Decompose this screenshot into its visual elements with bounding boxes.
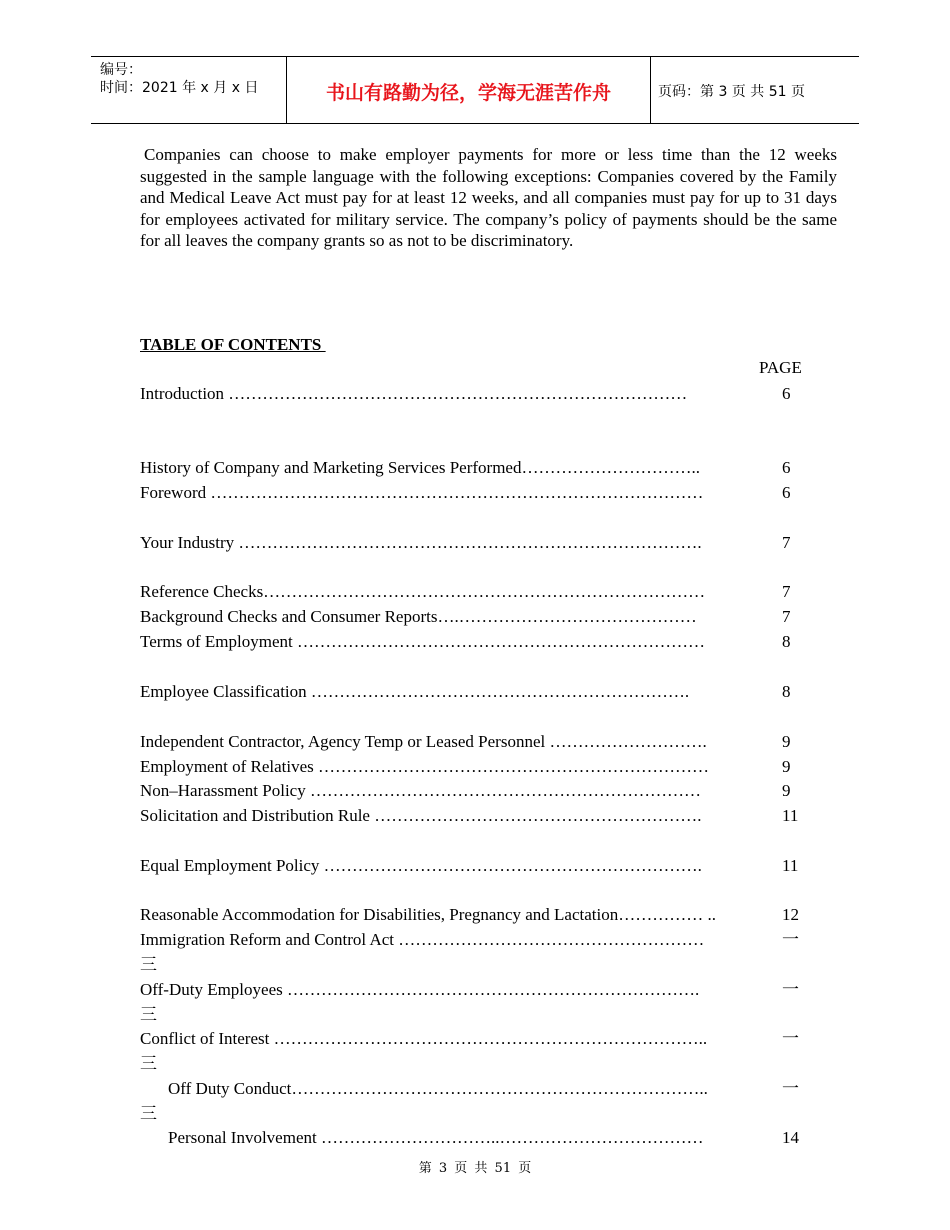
toc-entry-label: Foreword ……………………………………………………………………………	[140, 483, 704, 502]
toc-entry	[140, 1127, 810, 1149]
toc-entry	[140, 383, 810, 405]
toc-entry	[140, 681, 810, 703]
header-meta-cell	[91, 57, 286, 123]
toc-entry-page: 一	[782, 930, 799, 949]
toc-entry-wrap: 三	[140, 1005, 157, 1024]
header-page-info: 页码：第 3 页 共 51 页	[658, 84, 805, 100]
toc-entry-label: Reasonable Accommodation for Disabilities, Pregnancy and Lactation…………… ..	[140, 905, 716, 924]
toc-entry-page: 9	[782, 781, 791, 800]
code-label: 编号：	[100, 62, 142, 78]
toc-entry-label: Personal Involvement …………………………..………………………………	[168, 1128, 704, 1147]
toc-entry-wrap: 三	[140, 1054, 157, 1073]
toc-entry-page: 一	[782, 1029, 799, 1048]
toc-entry-page: 一	[782, 980, 799, 999]
toc-entry-page: 11	[782, 856, 799, 875]
toc-entry-page: 12	[782, 905, 799, 924]
toc-entry	[140, 855, 810, 877]
toc-entry	[140, 532, 810, 554]
toc-entry-page: 6	[782, 458, 791, 477]
toc-entry	[140, 581, 810, 603]
toc-entry-page: 9	[782, 732, 791, 751]
time-label: 时间：2021 年 x 月 x 日	[100, 80, 259, 96]
toc-entry-label: History of Company and Marketing Services Performed…………………………..	[140, 458, 700, 477]
toc-entry	[140, 979, 810, 1001]
toc-entry-label: Background Checks and Consumer Reports….……………………………………	[140, 607, 697, 626]
header-motto-cell	[286, 57, 651, 123]
toc-entry	[140, 1078, 810, 1100]
toc-entry-page: 14	[782, 1128, 799, 1147]
toc-entry-label: Introduction ………………………………………………………………………	[140, 384, 688, 403]
toc-page-column-header: PAGE	[759, 358, 802, 377]
toc-entry-label: Equal Employment Policy ………………………………………………………….	[140, 856, 702, 875]
toc-entry	[140, 780, 810, 802]
document-header	[91, 56, 859, 124]
toc-entry-page: 7	[782, 582, 791, 601]
header-motto: 书山有路勤为径，学海无涯苦作舟	[325, 82, 611, 104]
toc-entry-page: 6	[782, 483, 791, 502]
header-page-cell	[649, 57, 859, 123]
toc-entry-label: Reference Checks……………………………………………………………………	[140, 582, 706, 601]
toc-entry-label: Independent Contractor, Agency Temp or Leased Personnel ……………………….	[140, 732, 707, 751]
toc-entry-page: 6	[782, 384, 791, 403]
toc-entry	[140, 1028, 810, 1050]
toc-entry-page: 9	[782, 757, 791, 776]
toc-entry-page: 7	[782, 607, 791, 626]
toc-entry	[140, 631, 810, 653]
toc-entry	[140, 731, 810, 753]
toc-entry-label: Off-Duty Employees ……………………………………………………………….	[140, 980, 700, 999]
toc-entry-label: Employment of Relatives ……………………………………………………………	[140, 757, 709, 776]
toc-entry-label: Non–Harassment Policy ……………………………………………………………	[140, 781, 701, 800]
toc-entry	[140, 904, 810, 926]
toc-entry-label: Off Duty Conduct………………………………………………………………..	[168, 1079, 708, 1098]
intro-paragraph: Companies can choose to make employer payments for more or less time than the 12 weeks suggested in the sample language with the following exceptions: Companies covered by the Family and Medical Leave Act must pay for at least 12 weeks, and all companies must pay for up to 31 days for employees activated for military service. The company’s policy of payments should be the same for all leaves the company grants so as not to be discriminatory.	[140, 145, 837, 251]
toc-entry-label: Employee Classification ………………………………………………………….	[140, 682, 690, 701]
toc-title: TABLE OF CONTENTS	[140, 335, 326, 354]
toc-entry	[140, 457, 810, 479]
toc-entry	[140, 756, 810, 778]
toc-entry-page: 7	[782, 533, 791, 552]
toc-entry-page: 8	[782, 632, 791, 651]
toc-entry-page: 11	[782, 806, 799, 825]
toc-entry-wrap: 三	[140, 955, 157, 974]
toc-entry-page: 8	[782, 682, 791, 701]
page-footer: 第 3 页 共 51 页	[418, 1161, 532, 1176]
toc-entry	[140, 482, 810, 504]
toc-entry	[140, 929, 810, 951]
toc-entry-label: Terms of Employment ………………………………………………………………	[140, 632, 705, 651]
toc-entry-label: Solicitation and Distribution Rule ………………………………………………….	[140, 806, 702, 825]
toc-entry-wrap: 三	[140, 1104, 157, 1123]
toc-entry-label: Your Industry ……………………………………………………………………….	[140, 533, 702, 552]
toc-entry-page: 一	[782, 1079, 799, 1098]
toc-entry-label: Immigration Reform and Control Act ………………………………………………	[140, 930, 705, 949]
toc-entry	[140, 606, 810, 628]
toc-entry-label: Conflict of Interest …………………………………………………………………..	[140, 1029, 708, 1048]
toc-entry	[140, 805, 810, 827]
